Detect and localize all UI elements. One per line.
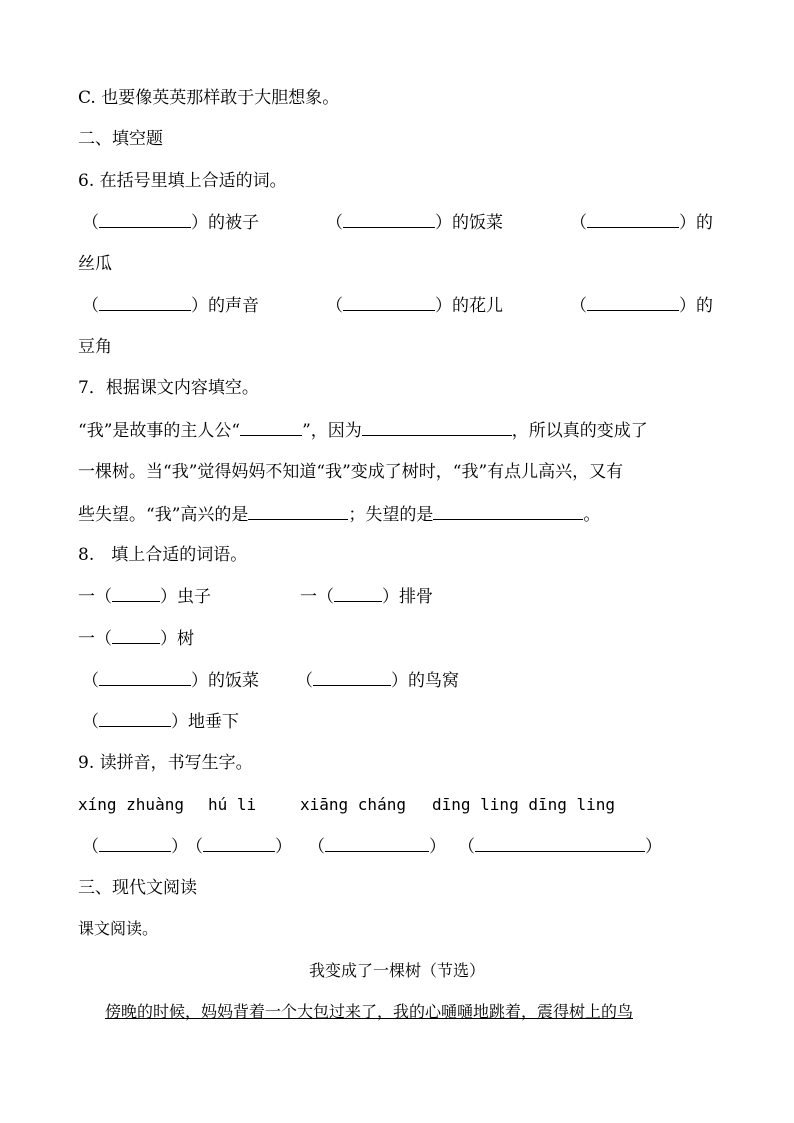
q6-row-2 (82, 293, 722, 317)
q7-blank-happy[interactable] (248, 502, 348, 520)
q6-blank-6[interactable] (587, 293, 679, 311)
q9-prompt: 9. 读拼音，书写生字。 (78, 753, 253, 773)
q8-row-3 (82, 668, 722, 692)
q8-blank-2[interactable] (334, 584, 382, 602)
q9-blank-2[interactable] (203, 834, 275, 852)
q8-row-2 (78, 626, 194, 651)
q8-item-dishes: （ ）的饭菜 (82, 668, 259, 693)
q8-prefix-2: 一（ (300, 587, 334, 607)
q7-line-2: 一棵树。当“我”觉得妈妈不知道“我”变成了树时，“我”有点儿高兴，又有 (78, 462, 624, 482)
q7-blank-protagonist[interactable] (240, 418, 302, 436)
q9-pinyin-3: xiāng cháng (300, 795, 406, 814)
q8-blank-3[interactable] (112, 626, 160, 644)
q6-blank-3[interactable] (587, 210, 679, 228)
q7-prompt: 7．根据课文内容填空。 (78, 378, 259, 398)
q6-row1-text-2: 的饭菜 (452, 213, 503, 233)
section-3-heading: 三、现代文阅读 (78, 878, 197, 898)
q8-row-1 (78, 584, 718, 608)
q9-pinyin-2: hú li (208, 795, 257, 814)
q6-row2-item-2: （ ）的花儿 (326, 293, 503, 318)
q6-row2-item-1: （ ）的声音 (82, 293, 259, 318)
q8-prompt: 8. 填上合适的词语。 (78, 545, 248, 565)
q8-item-insect (78, 584, 211, 609)
section-2-heading: 二、填空题 (78, 129, 163, 149)
q9-pinyin-row (78, 793, 718, 817)
passage-title: 我变成了一棵树（节选） (308, 961, 485, 980)
q8-blank-4[interactable] (99, 668, 191, 686)
q9-blank-3[interactable] (325, 834, 429, 852)
q8-blank-1[interactable] (112, 584, 160, 602)
q9-answer-3: （ ） (308, 834, 446, 859)
q6-row2-text-3: 的 (696, 296, 713, 316)
q6-row1-wrap: 丝瓜 (78, 254, 112, 274)
q9-pinyin-4: dīng ling dīng ling (432, 795, 616, 814)
q8-prefix-1: 一（ (78, 587, 112, 607)
q7-line1-text-b: ”，因为 (302, 421, 362, 441)
q9-answer-1: （ ） (82, 834, 188, 859)
q8-item-ribs (300, 584, 433, 609)
q8-suffix-5: ）的鸟窝 (391, 671, 459, 691)
q8-prefix-3: 一（ (78, 629, 112, 649)
q6-row-1 (82, 210, 722, 234)
q6-row1-item-1: （ ）的被子 (82, 210, 259, 235)
q7-line-1 (78, 418, 648, 443)
q8-blank-5[interactable] (313, 668, 391, 686)
q9-pinyin-1: xíng zhuàng (78, 795, 184, 814)
q5-option-c: C. 也要像英英那样敢于大胆想象。 (78, 88, 340, 108)
q6-row2-text-1: 的声音 (208, 296, 259, 316)
q6-row1-item-2: （ ）的饭菜 (326, 210, 503, 235)
q7-line3-text-b: ；失望的是 (348, 505, 434, 525)
passage-line-1: 傍晚的时候，妈妈背着一个大包过来了，我的心嗵嗵地跳着，震得树上的鸟 (105, 1002, 634, 1021)
q9-blank-4[interactable] (475, 834, 645, 852)
q8-suffix-4: ）的饭菜 (191, 671, 259, 691)
q8-suffix-1: ）虫子 (160, 587, 211, 607)
q6-row1-text-3: 的 (696, 213, 713, 233)
q6-blank-2[interactable] (343, 210, 435, 228)
q7-line3-text-c: 。 (583, 505, 601, 525)
q6-blank-5[interactable] (343, 293, 435, 311)
q8-blank-6[interactable] (99, 709, 171, 727)
q7-line1-text-a: “我”是故事的主人公“ (78, 421, 241, 441)
q9-answer-4: （ ） (458, 834, 662, 859)
q8-row-4: （ ）地垂下 (82, 709, 239, 734)
q6-row2-wrap: 豆角 (78, 337, 112, 357)
q7-blank-disappointed[interactable] (433, 502, 583, 520)
q7-line3-text-a: 些失望。“我”高兴的是 (78, 505, 249, 525)
q6-row2-item-3: （ ）的 (570, 293, 713, 318)
q8-suffix-3: ）树 (160, 629, 194, 649)
q8-suffix-6: ）地垂下 (171, 712, 239, 732)
q6-row2-text-2: 的花儿 (452, 296, 503, 316)
q7-line-3 (78, 502, 600, 527)
reading-label: 课文阅读。 (78, 919, 159, 938)
q9-answer-row (82, 834, 722, 858)
q8-suffix-2: ）排骨 (382, 587, 433, 607)
q6-row1-item-3: （ ）的 (570, 210, 713, 235)
q9-blank-1[interactable] (99, 834, 171, 852)
q9-answer-2: （ ） (186, 834, 292, 859)
q8-item-nest: （ ）的鸟窝 (296, 668, 459, 693)
q6-prompt: 6. 在括号里填上合适的词。 (78, 171, 287, 191)
q7-line1-text-c: ，所以真的变成了 (511, 421, 648, 441)
q6-row1-text-1: 的被子 (208, 213, 259, 233)
q7-blank-because[interactable] (362, 418, 512, 436)
q6-blank-1[interactable] (99, 210, 191, 228)
q6-blank-4[interactable] (99, 293, 191, 311)
